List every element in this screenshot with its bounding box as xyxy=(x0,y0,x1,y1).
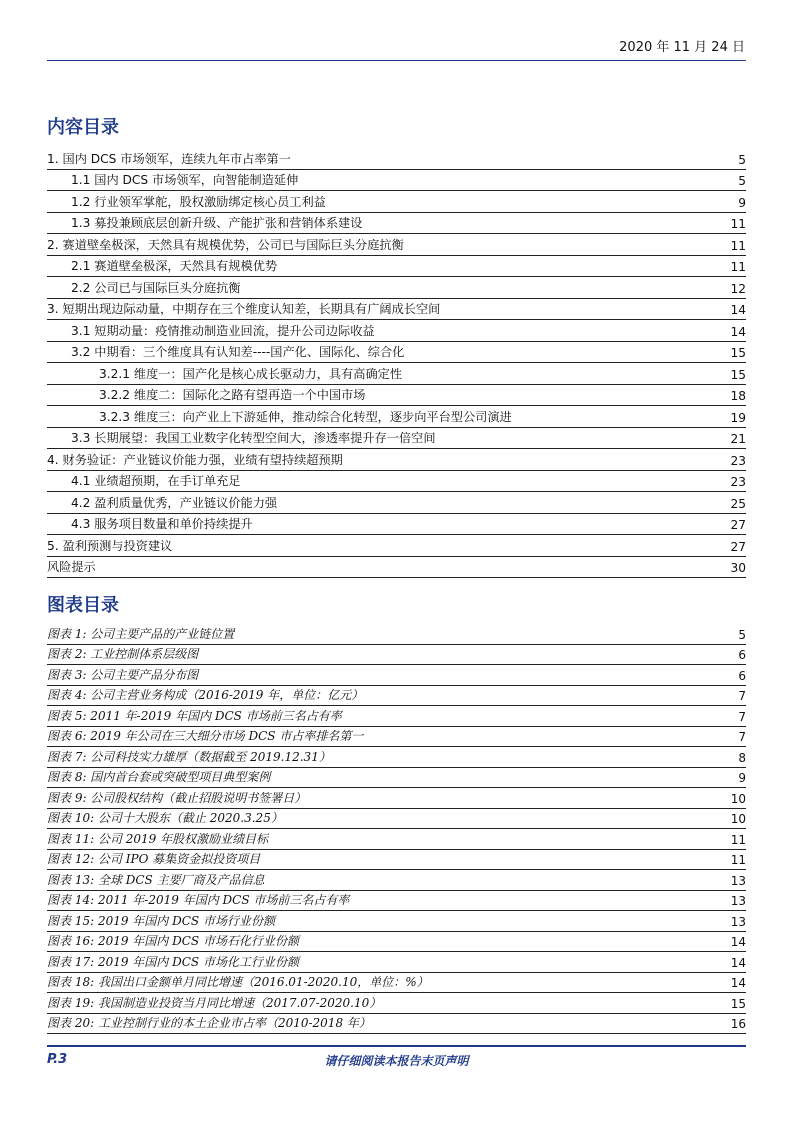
toc-entry-page: 21 xyxy=(730,432,746,446)
figure-entry-label: 图表 5: 2011 年-2019 年国内 DCS 市场前三名占有率 xyxy=(47,708,342,723)
toc-entry-label: 3. 短期出现边际动量，中期存在三个维度认知差，长期具有广阔成长空间 xyxy=(47,302,441,316)
contents-list xyxy=(47,148,746,578)
contents-title: 内容目录 xyxy=(47,117,119,138)
figure-entry-label: 图表 7: 公司科技实力雄厚（数据截至 2019.12.31） xyxy=(47,749,331,764)
figure-entry-page: 14 xyxy=(730,935,746,949)
toc-entry-page: 15 xyxy=(730,367,746,382)
figure-entry-page: 6 xyxy=(738,648,746,662)
figure-entry[interactable] xyxy=(47,973,746,994)
toc-entry-label: 4. 财务验证：产业链议价能力强，业绩有望持续超预期 xyxy=(47,452,343,467)
figure-entry[interactable] xyxy=(47,645,746,666)
figure-entry-label: 图表 11: 公司 2019 年股权激励业绩目标 xyxy=(47,831,269,846)
toc-entry[interactable] xyxy=(47,191,746,213)
toc-entry-label: 2.1 赛道壁垒极深，天然具有规模优势 xyxy=(71,259,278,273)
toc-entry-label: 3.2.3 维度三：向产业上下游延伸，推动综合化转型，逐步向平台型公司演进 xyxy=(99,409,512,424)
footer-disclaimer: 请仔细阅读本报告末页声明 xyxy=(324,1054,469,1068)
figure-entry-label: 图表 13: 全球 DCS 主要厂商及产品信息 xyxy=(47,872,265,887)
report-date: 2020 年 11 月 24 日 xyxy=(619,40,745,55)
figure-entry-page: 13 xyxy=(730,873,746,888)
toc-entry-label: 3.1 短期动量：疫情推动制造业回流，提升公司边际收益 xyxy=(71,323,375,338)
figure-entry-page: 5 xyxy=(738,627,746,642)
toc-entry[interactable] xyxy=(47,428,746,450)
toc-entry-label: 3.2.2 维度二：国际化之路有望再造一个中国市场 xyxy=(99,388,366,402)
figure-entry-page: 10 xyxy=(730,791,746,806)
figure-entry[interactable] xyxy=(47,850,746,871)
toc-entry[interactable] xyxy=(47,406,746,428)
toc-entry-page: 5 xyxy=(738,174,746,188)
toc-entry-page: 14 xyxy=(730,324,746,339)
toc-entry-page: 27 xyxy=(730,539,746,554)
figure-entry-label: 图表 8: 国内首台套或突破型项目典型案例 xyxy=(47,770,271,784)
figure-entry[interactable] xyxy=(47,768,746,789)
toc-entry[interactable] xyxy=(47,256,746,278)
toc-entry-label: 1.1 国内 DCS 市场领军，向智能制造延伸 xyxy=(71,173,299,187)
figure-entry[interactable] xyxy=(47,911,746,932)
toc-entry-label: 3.2 中期看：三个维度具有认知差----国产化、国际化、综合化 xyxy=(71,345,405,359)
figure-entry-label: 图表 1: 公司主要产品的产业链位置 xyxy=(47,626,235,641)
figure-entry-label: 图表 20: 工业控制行业的本土企业市占率（2010-2018 年） xyxy=(47,1016,371,1030)
toc-entry[interactable] xyxy=(47,277,746,299)
toc-entry-page: 12 xyxy=(730,281,746,296)
figure-entry[interactable] xyxy=(47,788,746,809)
figure-entry-label: 图表 3: 公司主要产品分布图 xyxy=(47,667,199,682)
toc-entry-page: 11 xyxy=(730,260,746,274)
figure-entry-label: 图表 14: 2011 年-2019 年国内 DCS 市场前三名占有率 xyxy=(47,893,350,907)
toc-entry-page: 19 xyxy=(730,410,746,425)
figure-entry-label: 图表 16: 2019 年国内 DCS 市场石化行业份额 xyxy=(47,934,299,948)
toc-entry-label: 3.2.1 维度一：国产化是核心成长驱动力，具有高确定性 xyxy=(99,366,403,381)
figure-entry-label: 图表 18: 我国出口金额单月同比增速（2016.01-2020.10，单位：%） xyxy=(47,975,429,989)
toc-entry-page: 15 xyxy=(730,346,746,360)
toc-entry-label: 4.2 盈利质量优秀，产业链议价能力强 xyxy=(71,495,278,510)
figure-entry-page: 7 xyxy=(738,689,746,703)
figure-entry-page: 15 xyxy=(730,996,746,1011)
toc-entry-label: 1.3 募投兼顾底层创新升级、产能扩张和营销体系建设 xyxy=(71,216,363,230)
toc-entry-label: 风险提示 xyxy=(47,560,96,574)
figure-entry-page: 13 xyxy=(730,894,746,908)
toc-entry-page: 30 xyxy=(730,561,746,575)
figure-entry[interactable] xyxy=(47,993,746,1014)
figure-entry-page: 14 xyxy=(730,955,746,970)
header-rule xyxy=(47,60,746,61)
figure-entry[interactable] xyxy=(47,891,746,912)
figures-list xyxy=(47,624,746,1034)
toc-entry-label: 1. 国内 DCS 市场领军，连续九年市占率第一 xyxy=(47,151,291,166)
figure-entry-page: 14 xyxy=(730,976,746,990)
figure-entry[interactable] xyxy=(47,727,746,748)
toc-entry[interactable] xyxy=(47,449,746,471)
toc-entry-label: 5. 盈利预测与投资建议 xyxy=(47,538,173,553)
toc-entry[interactable] xyxy=(47,213,746,235)
figure-entry[interactable] xyxy=(47,706,746,727)
toc-entry-page: 11 xyxy=(730,238,746,253)
toc-entry-label: 4.3 服务项目数量和单价持续提升 xyxy=(71,517,253,531)
figure-entry-page: 11 xyxy=(730,853,746,867)
figure-entry-label: 图表 10: 公司十大股东（截止 2020.3.25） xyxy=(47,811,283,825)
toc-entry-label: 1.2 行业领军掌舵，股权激励绑定核心员工利益 xyxy=(71,194,326,209)
figure-entry-page: 10 xyxy=(730,812,746,826)
figure-entry[interactable] xyxy=(47,1014,746,1035)
figures-title: 图表目录 xyxy=(47,595,119,616)
figure-entry-page: 8 xyxy=(738,750,746,765)
toc-entry-page: 5 xyxy=(738,152,746,167)
figure-entry-page: 9 xyxy=(738,771,746,785)
figure-entry-label: 图表 9: 公司股权结构（截止招股说明书签署日） xyxy=(47,790,307,805)
figure-entry-page: 13 xyxy=(730,914,746,929)
toc-entry[interactable] xyxy=(47,148,746,170)
toc-entry-page: 9 xyxy=(738,195,746,210)
toc-entry[interactable] xyxy=(47,234,746,256)
figure-entry[interactable] xyxy=(47,932,746,953)
figure-entry-label: 图表 15: 2019 年国内 DCS 市场行业份额 xyxy=(47,913,275,928)
figure-entry[interactable] xyxy=(47,829,746,850)
toc-entry[interactable] xyxy=(47,514,746,536)
toc-entry[interactable] xyxy=(47,385,746,407)
figure-entry[interactable] xyxy=(47,870,746,891)
figure-entry[interactable] xyxy=(47,747,746,768)
figure-entry[interactable] xyxy=(47,665,746,686)
toc-entry[interactable] xyxy=(47,320,746,342)
figure-entry-page: 16 xyxy=(730,1017,746,1031)
figure-entry-page: 6 xyxy=(738,668,746,683)
toc-entry-label: 2. 赛道壁垒极深，天然具有规模优势，公司已与国际巨头分庭抗衡 xyxy=(47,237,404,252)
toc-entry[interactable] xyxy=(47,535,746,557)
figure-entry[interactable] xyxy=(47,624,746,645)
figure-entry[interactable] xyxy=(47,952,746,973)
toc-entry-label: 4.1 业绩超预期，在手订单充足 xyxy=(71,474,241,488)
figure-entry-page: 7 xyxy=(738,730,746,744)
toc-entry[interactable] xyxy=(47,299,746,321)
footer-page-number: P.3 xyxy=(47,1052,68,1067)
toc-entry-page: 23 xyxy=(730,453,746,468)
figure-entry-label: 图表 19: 我国制造业投资当月同比增速（2017.07-2020.10） xyxy=(47,995,382,1010)
toc-entry-label: 2.2 公司已与国际巨头分庭抗衡 xyxy=(71,280,241,295)
figure-entry-label: 图表 2: 工业控制体系层级图 xyxy=(47,647,199,661)
figure-entry-label: 图表 4: 公司主营业务构成（2016-2019 年，单位：亿元） xyxy=(47,688,364,702)
figure-entry-label: 图表 17: 2019 年国内 DCS 市场化工行业份额 xyxy=(47,954,299,969)
figure-entry[interactable] xyxy=(47,809,746,830)
footer-rule xyxy=(47,1045,746,1047)
figure-entry-page: 11 xyxy=(730,832,746,847)
toc-entry[interactable] xyxy=(47,342,746,364)
figure-entry[interactable] xyxy=(47,686,746,707)
toc-entry[interactable] xyxy=(47,170,746,192)
toc-entry[interactable] xyxy=(47,557,746,579)
figure-entry-label: 图表 6: 2019 年公司在三大细分市场 DCS 市占率排名第一 xyxy=(47,729,364,743)
toc-entry-page: 14 xyxy=(730,303,746,317)
toc-entry[interactable] xyxy=(47,363,746,385)
figure-entry-page: 7 xyxy=(738,709,746,724)
toc-entry[interactable] xyxy=(47,471,746,493)
toc-entry-page: 11 xyxy=(730,217,746,231)
toc-entry-page: 23 xyxy=(730,475,746,489)
toc-entry-label: 3.3 长期展望：我国工业数字化转型空间大，渗透率提升存一倍空间 xyxy=(71,431,436,445)
toc-entry[interactable] xyxy=(47,492,746,514)
toc-entry-page: 27 xyxy=(730,518,746,532)
toc-entry-page: 25 xyxy=(730,496,746,511)
figure-entry-label: 图表 12: 公司 IPO 募集资金拟投资项目 xyxy=(47,852,261,866)
toc-entry-page: 18 xyxy=(730,389,746,403)
